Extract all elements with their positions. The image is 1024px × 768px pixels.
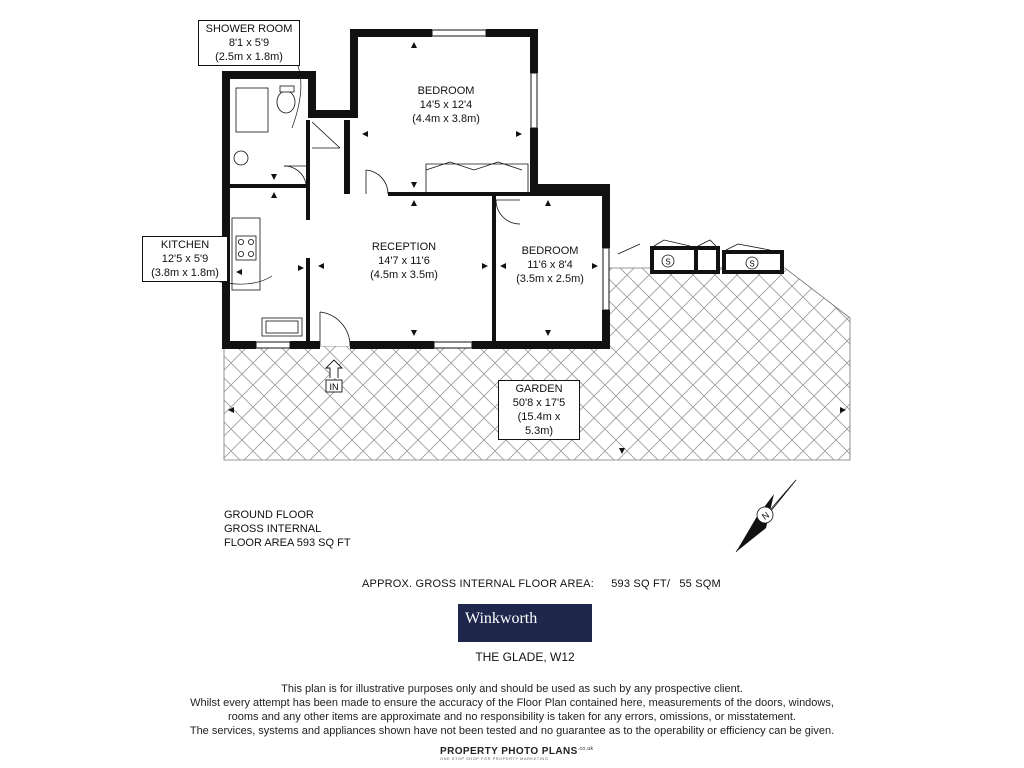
shower-tray [236,88,268,132]
disclaimer-line-3: rooms and any other items are approximate and no responsibility is taken for any errors, omissions, or misstatement. [228,711,796,723]
footer-logo-tagline: ONE STOP SHOP FOR PROPERTY MARKETING [440,756,549,761]
shower-room-name: SHOWER ROOM [205,23,293,35]
kitchen-name: KITCHEN [160,239,210,251]
disclaimer-line-1: This plan is for illustrative purposes only and should be used as such by any prospective client. [281,683,743,695]
floor-summary [224,508,351,550]
toilet [277,91,295,113]
reception-metric: (4.5m x 3.5m) [370,269,438,281]
garden-label [498,380,580,440]
bedroom-1-imperial: 14'5 x 12'4 [419,99,473,111]
kitchen-imperial: 12'5 x 5'9 [161,253,209,265]
bedroom-2-metric: (3.5m x 2.5m) [516,273,584,285]
brand-logo: Winkworth [458,604,592,642]
disclaimer-line-2: Whilst every attempt has been made to ensure the accuracy of the Floor Plan contained here, measurements of the doors, windows, [190,697,834,709]
shower-room-imperial: 8'1 x 5'9 [228,37,270,49]
hob [236,236,256,260]
reception-imperial: 14'7 x 11'6 [378,255,430,267]
kitchen-metric: (3.8m x 1.8m) [151,267,219,279]
entrance-label: IN [329,382,339,392]
storage-symbol-text-2: S [749,259,755,269]
shower-room-metric: (2.5m x 1.8m) [215,51,283,63]
compass-letter: N [760,509,772,522]
property-address: THE GLADE, W12 [475,650,575,664]
footer-logo-suffix: .co.uk [577,746,594,752]
bedroom-2-name: BEDROOM [521,245,579,257]
approx-area [362,578,721,590]
approx-area-label: APPROX. GROSS INTERNAL FLOOR AREA: [362,578,594,590]
bedroom-1-metric: (4.4m x 3.8m) [412,113,480,125]
disclaimer-line-4: The services, systems and appliances shown have not been tested and no guarantee as to the operability or efficiency can be given. [189,725,835,737]
approx-area-sqft: 593 SQ FT/ [611,578,671,590]
reception-name: RECEPTION [371,241,437,253]
garden-name: GARDEN [515,383,563,395]
bedroom-1-name: BEDROOM [417,85,475,97]
basin [234,151,248,165]
footer-logo [440,746,610,761]
shower-room-label [198,20,300,66]
floor-summary-line-3: FLOOR AREA 593 SQ FT [224,537,351,549]
floor-summary-line-2: GROSS INTERNAL [224,523,322,535]
garden-imperial: 50'8 x 17'5 [512,397,566,409]
bedroom-2-label [504,244,596,286]
footer-logo-text: PROPERTY PHOTO PLANS [440,746,578,757]
disclaimer [112,682,912,738]
approx-area-sqm: 55 SQM [679,578,721,590]
bedroom-1-label [396,84,496,126]
reception-label [354,240,454,282]
storage-symbol-text-1: S [665,257,671,267]
kitchen-label [142,236,228,282]
bedroom-2-imperial: 11'6 x 8'4 [527,259,573,271]
garden-metric: (15.4m x 5.3m) [517,411,561,437]
floor-summary-line-1: GROUND FLOOR [224,509,314,521]
